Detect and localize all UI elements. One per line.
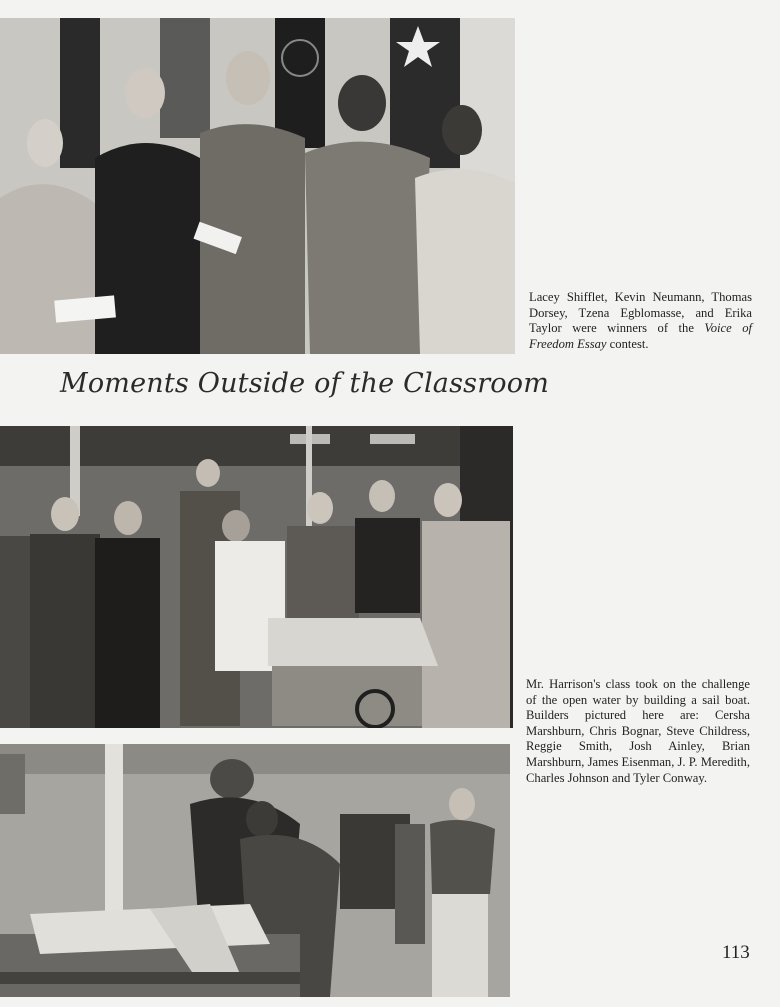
essay-winners-photo: [0, 18, 515, 354]
workshop-photo: [0, 744, 510, 997]
contest-name: Voice of Freedom Essay: [529, 321, 752, 351]
caption-text: Lacey Shifflet, Kevin Neumann, Thomas Dorsey, Tzena Egblomasse, and Erika Taylor were winners of the: [529, 290, 752, 336]
sail-boat-caption: Mr. Harrison's class took on the challenge of the open water by building a sail boat. Builders pictured here are: Cersha Marshburn, Chris Bognar, Steve Childress, Reggie Smith, Josh Ainley, Brian Marshburn, James Eisenman, J. P. Meredith, Charles Johnson and Tyler Conway.: [526, 677, 750, 785]
caption-text-end: contest.: [606, 336, 649, 351]
section-heading: Moments Outside of the Classroom: [60, 368, 550, 399]
page-number: 113: [722, 942, 750, 963]
essay-winners-caption: [529, 290, 752, 352]
sail-boat-builders-photo: [0, 426, 513, 728]
